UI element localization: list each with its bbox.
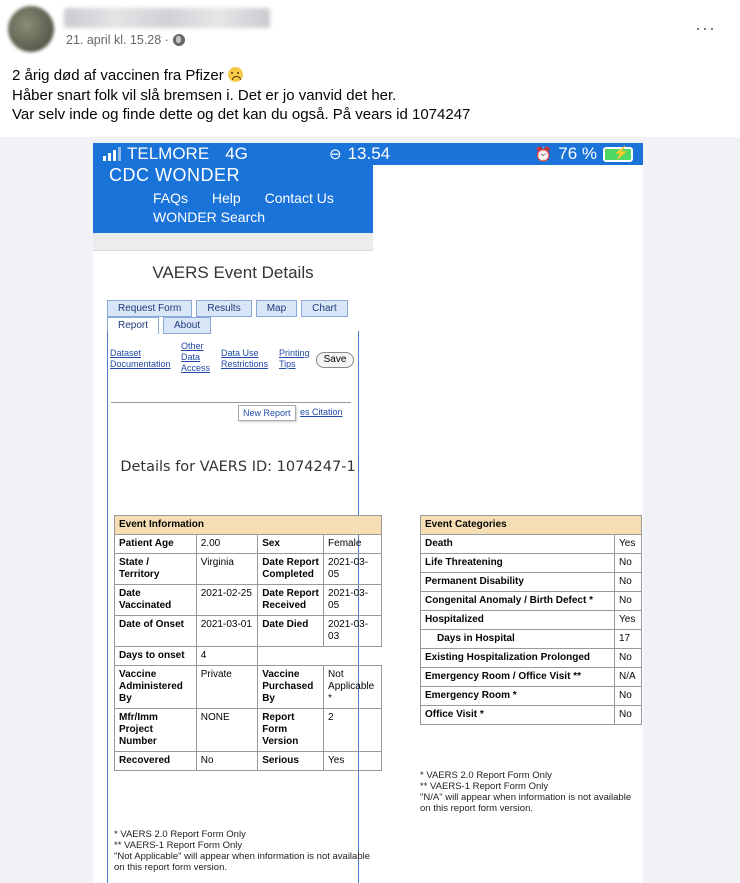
table-row	[421, 535, 642, 554]
category-label: Emergency Room *	[421, 687, 615, 706]
event-categories-footnotes	[420, 770, 642, 814]
table-row	[421, 611, 642, 630]
avatar[interactable]	[8, 6, 54, 52]
cdc-header	[93, 165, 373, 233]
field-value: 4	[196, 647, 257, 666]
event-categories-header: Event Categories	[421, 516, 642, 535]
category-label: Permanent Disability	[421, 573, 615, 592]
nav-faqs[interactable]: FAQs	[153, 190, 189, 206]
field-label	[258, 647, 324, 666]
post-line-2: Håber snart folk vil slå bremsen i. Det er jo vanvid det her.	[12, 86, 397, 104]
post-image-screenshot[interactable]	[93, 143, 643, 883]
field-label: Date Vaccinated	[115, 585, 197, 616]
field-value: 2.00	[196, 535, 257, 554]
event-info-footnotes	[114, 829, 374, 873]
citation-link	[300, 407, 343, 417]
carrier-name: TELMORE	[127, 144, 210, 163]
link-dataset-documentation[interactable]: Dataset Documentation	[110, 348, 171, 369]
save-button[interactable]: Save	[316, 352, 354, 368]
category-label: Congenital Anomaly / Birth Defect *	[421, 592, 615, 611]
category-value: 17	[615, 630, 642, 649]
cdc-nav	[153, 189, 353, 227]
category-label: Death	[421, 535, 615, 554]
field-label: Vaccine Administered By	[115, 666, 197, 709]
field-value: Female	[324, 535, 382, 554]
field-label: Date Report Received	[258, 585, 324, 616]
table-row	[421, 668, 642, 687]
table-row	[115, 554, 382, 585]
nav-help[interactable]: Help	[211, 190, 241, 206]
field-value: Yes	[324, 752, 382, 771]
field-label: Serious	[258, 752, 324, 771]
category-label: Days in Hospital	[421, 630, 615, 649]
signal-icon	[103, 147, 121, 161]
category-value: No	[615, 592, 642, 611]
table-row	[421, 573, 642, 592]
footnote: "N/A" will appear when information is not available on this report form version.	[420, 792, 632, 814]
globe-icon	[173, 34, 185, 46]
link-citation[interactable]: Citation	[312, 407, 343, 417]
category-value: No	[615, 573, 642, 592]
field-label: Mfr/Imm Project Number	[115, 709, 197, 752]
field-value	[324, 647, 382, 666]
field-label: Sex	[258, 535, 324, 554]
phone-status-bar	[93, 143, 643, 165]
footnote: ** VAERS-1 Report Form Only	[420, 781, 549, 792]
field-label: Date Report Completed	[258, 554, 324, 585]
category-label: Hospitalized	[421, 611, 615, 630]
field-label: Recovered	[115, 752, 197, 771]
footnote: * VAERS 2.0 Report Form Only	[420, 770, 552, 781]
post-text	[12, 66, 728, 125]
table-row	[421, 554, 642, 573]
table-row	[115, 616, 382, 647]
post-header	[0, 0, 740, 60]
table-row	[421, 630, 642, 649]
link-printing-tips[interactable]: Printing Tips	[279, 348, 310, 369]
tab-request-form[interactable]: Request Form	[107, 300, 192, 317]
new-report-button[interactable]: New Report	[238, 405, 296, 421]
tab-map[interactable]: Map	[256, 300, 297, 317]
table-row	[421, 687, 642, 706]
field-value: 2021-02-25	[196, 585, 257, 616]
footnote: * VAERS 2.0 Report Form Only	[114, 829, 246, 840]
table-row	[421, 706, 642, 725]
link-data-use-restrictions[interactable]: Data Use Restrictions	[221, 348, 269, 369]
network-type: 4G	[225, 144, 248, 163]
table-row	[421, 649, 642, 668]
page-title: VAERS Event Details	[152, 263, 314, 282]
table-row	[115, 666, 382, 709]
link-other-data-access[interactable]: Other Data Access	[181, 341, 211, 373]
status-time: 13.54	[347, 144, 391, 163]
more-options-icon[interactable]: ···	[695, 18, 716, 38]
field-value: 2021-03-05	[324, 585, 382, 616]
alarm-icon: ⏰	[534, 145, 553, 162]
category-value: No	[615, 706, 642, 725]
footnote: ** VAERS-1 Report Form Only	[114, 840, 243, 851]
field-value: No	[196, 752, 257, 771]
post-meta	[66, 33, 185, 47]
battery-percent: 76 %	[558, 144, 597, 163]
header-divider	[93, 233, 373, 251]
field-label: Days to onset	[115, 647, 197, 666]
event-information-table	[114, 515, 382, 771]
category-value: No	[615, 554, 642, 573]
details-title: Details for VAERS ID: 1074247-1	[120, 459, 356, 475]
footnote: "Not Applicable" will appear when information is not available on this report form version.	[114, 851, 370, 873]
field-value: Virginia	[196, 554, 257, 585]
post-timestamp[interactable]: 21. april kl. 15.28 ·	[66, 33, 169, 47]
nav-wonder-search[interactable]: WONDER Search	[153, 209, 266, 225]
field-value: 2021-03-03	[324, 616, 382, 647]
category-label: Office Visit *	[421, 706, 615, 725]
category-value: No	[615, 687, 642, 706]
link-fragment[interactable]: es	[300, 407, 310, 417]
field-label: Patient Age	[115, 535, 197, 554]
event-categories-table	[420, 515, 642, 725]
field-label: Date of Onset	[115, 616, 197, 647]
link-icon: ⊖	[329, 146, 342, 163]
table-row	[115, 585, 382, 616]
battery-icon	[603, 147, 633, 162]
category-label: Life Threatening	[421, 554, 615, 573]
category-label: Emergency Room / Office Visit **	[421, 668, 615, 687]
field-label: Report Form Version	[258, 709, 324, 752]
category-value: Yes	[615, 611, 642, 630]
table-row	[115, 709, 382, 752]
post-line-3: Var selv inde og finde dette og det kan du også. På vears id 1074247	[12, 106, 471, 123]
nav-contact-us[interactable]: Contact Us	[264, 190, 334, 206]
post-line-1: 2 årig død af vaccinen fra Pfizer	[12, 67, 224, 84]
tab-about[interactable]: About	[163, 317, 211, 334]
field-value: NONE	[196, 709, 257, 752]
sad-face-emoji-icon	[228, 67, 243, 82]
category-value: Yes	[615, 535, 642, 554]
field-value: 2	[324, 709, 382, 752]
field-value: Not Applicable *	[324, 666, 382, 709]
field-label: Vaccine Purchased By	[258, 666, 324, 709]
table-row	[421, 592, 642, 611]
category-value: No	[615, 649, 642, 668]
table-row	[115, 752, 382, 771]
event-information-header: Event Information	[115, 516, 382, 535]
tab-chart[interactable]: Chart	[301, 300, 347, 317]
cdc-title[interactable]: CDC WONDER	[109, 165, 240, 185]
table-row	[115, 535, 382, 554]
field-label: State / Territory	[115, 554, 197, 585]
tab-report[interactable]: Report	[107, 317, 159, 334]
category-label: Existing Hospitalization Prolonged	[421, 649, 615, 668]
tabs-row-1	[107, 300, 348, 317]
field-label: Date Died	[258, 616, 324, 647]
field-value: 2021-03-05	[324, 554, 382, 585]
field-value: Private	[196, 666, 257, 709]
category-value: N/A	[615, 668, 642, 687]
field-value: 2021-03-01	[196, 616, 257, 647]
table-row	[115, 647, 382, 666]
tab-results[interactable]: Results	[196, 300, 251, 317]
author-name-blurred[interactable]	[64, 8, 270, 28]
divider	[111, 402, 351, 403]
